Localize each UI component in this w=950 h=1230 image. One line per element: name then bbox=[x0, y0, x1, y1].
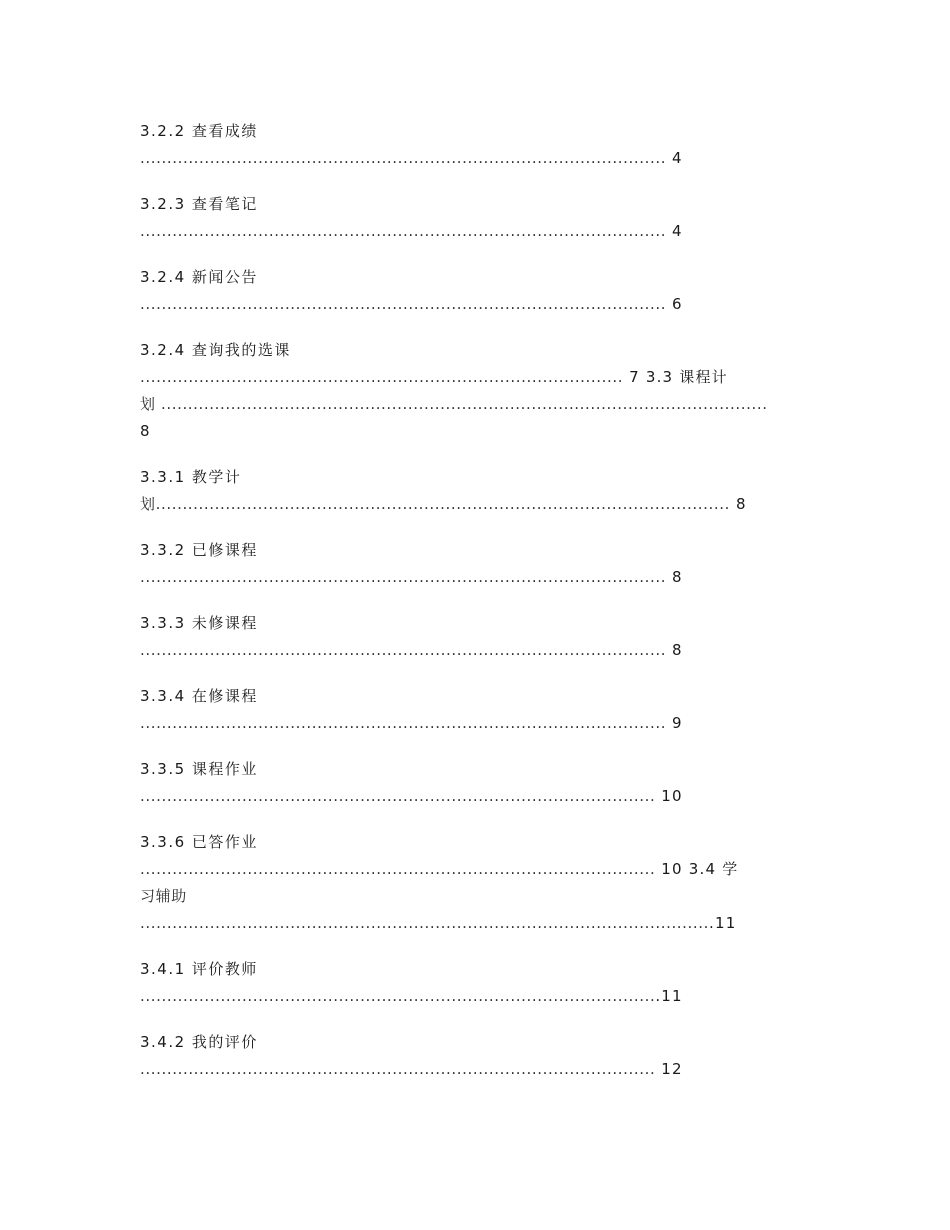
toc-leader-dots: ................................................................................................ bbox=[140, 860, 656, 878]
toc-heading: 3.3.2 已修课程 bbox=[140, 541, 258, 559]
toc-entry-3-3-4[interactable] bbox=[140, 683, 810, 737]
toc-entry-3-2-3[interactable] bbox=[140, 191, 810, 245]
toc-entry-3-2-2[interactable] bbox=[140, 118, 810, 172]
toc-leader-line bbox=[140, 637, 810, 664]
toc-entry-3-3-3[interactable] bbox=[140, 610, 810, 664]
toc-leader-dots: .......................................................................................................... bbox=[140, 914, 710, 932]
toc-leader-dots: 习辅助 bbox=[140, 887, 187, 905]
toc-leader-line bbox=[140, 491, 810, 518]
toc-entry-3-3-5[interactable] bbox=[140, 756, 810, 810]
toc-entry-3-2-4-news[interactable] bbox=[140, 264, 810, 318]
toc-page-number: 8 bbox=[666, 568, 683, 586]
toc-leader-line bbox=[140, 391, 810, 418]
toc-entry-3-3-1[interactable] bbox=[140, 464, 810, 518]
toc-leader-line bbox=[140, 291, 810, 318]
toc-heading: 3.3.1 教学计 bbox=[140, 468, 242, 486]
toc-heading: 3.2.4 新闻公告 bbox=[140, 268, 258, 286]
toc-leader-line bbox=[140, 218, 810, 245]
toc-leader-line bbox=[140, 883, 810, 910]
toc-page-number: 8 bbox=[729, 495, 747, 513]
toc-leader-dots: .................................................................................................. bbox=[140, 295, 667, 313]
toc-heading: 3.4.1 评价教师 bbox=[140, 960, 258, 978]
toc-leader-dots: .................................................................................................. bbox=[140, 568, 667, 586]
toc-entry-3-3-6[interactable] bbox=[140, 829, 810, 937]
toc-heading: 3.3.6 已答作业 bbox=[140, 833, 258, 851]
toc-leader-dots: ................................................................................................ bbox=[140, 787, 656, 805]
toc-heading: 3.3.5 课程作业 bbox=[140, 760, 258, 778]
toc-leader-dots: 划........................................................................................................... bbox=[140, 495, 730, 513]
toc-page-number: 9 bbox=[666, 714, 683, 732]
toc-entry-3-4-2[interactable] bbox=[140, 1029, 810, 1083]
toc-leader-line bbox=[140, 1056, 810, 1083]
toc-leader-line bbox=[140, 418, 810, 445]
toc-page-number: .11 bbox=[709, 914, 737, 932]
toc-leader-line bbox=[140, 145, 810, 172]
toc-leader-dots: .................................................................................................. bbox=[140, 222, 667, 240]
toc-leader-dots: 划 ................................................................................................................. bbox=[140, 395, 768, 413]
toc-entry-3-4-1[interactable] bbox=[140, 956, 810, 1010]
toc-entry-3-3-2[interactable] bbox=[140, 537, 810, 591]
toc-leader-line bbox=[140, 910, 810, 937]
toc-heading: 3.2.3 查看笔记 bbox=[140, 195, 258, 213]
toc-page-number: 8 bbox=[666, 641, 683, 659]
toc-leader-line bbox=[140, 856, 810, 883]
toc-leader-dots: .................................................................................................. bbox=[140, 714, 667, 732]
toc-page-number: 7 3.3 课程计 bbox=[623, 368, 728, 386]
toc-heading: 3.3.3 未修课程 bbox=[140, 614, 258, 632]
toc-leader-line bbox=[140, 710, 810, 737]
toc-heading: 3.4.2 我的评价 bbox=[140, 1033, 258, 1051]
toc-page-number: 8 bbox=[140, 422, 151, 440]
toc-page-number: 12 bbox=[655, 1060, 683, 1078]
toc-leader-line bbox=[140, 364, 810, 391]
toc-leader-dots: ................................................................................................ bbox=[140, 987, 656, 1005]
toc-page-number: .11 bbox=[655, 987, 683, 1005]
table-of-contents bbox=[140, 118, 810, 1083]
toc-page-number: 4 bbox=[666, 149, 683, 167]
toc-heading: 3.2.4 查询我的选课 bbox=[140, 341, 291, 359]
toc-leader-line bbox=[140, 783, 810, 810]
toc-leader-line bbox=[140, 564, 810, 591]
toc-leader-dots: ................................................................................................ bbox=[140, 1060, 656, 1078]
toc-page-number: 10 3.4 学 bbox=[655, 860, 739, 878]
toc-page-number: 6 bbox=[666, 295, 683, 313]
toc-leader-line bbox=[140, 983, 810, 1010]
toc-leader-dots: .................................................................................................. bbox=[140, 641, 667, 659]
toc-leader-dots: .................................................................................................. bbox=[140, 149, 667, 167]
toc-leader-dots: .......................................................................................... bbox=[140, 368, 624, 386]
toc-heading: 3.2.2 查看成绩 bbox=[140, 122, 258, 140]
toc-entry-3-2-4-course-selection[interactable] bbox=[140, 337, 810, 445]
toc-heading: 3.3.4 在修课程 bbox=[140, 687, 258, 705]
toc-page-number: 4 bbox=[666, 222, 683, 240]
toc-page-number: 10 bbox=[655, 787, 683, 805]
